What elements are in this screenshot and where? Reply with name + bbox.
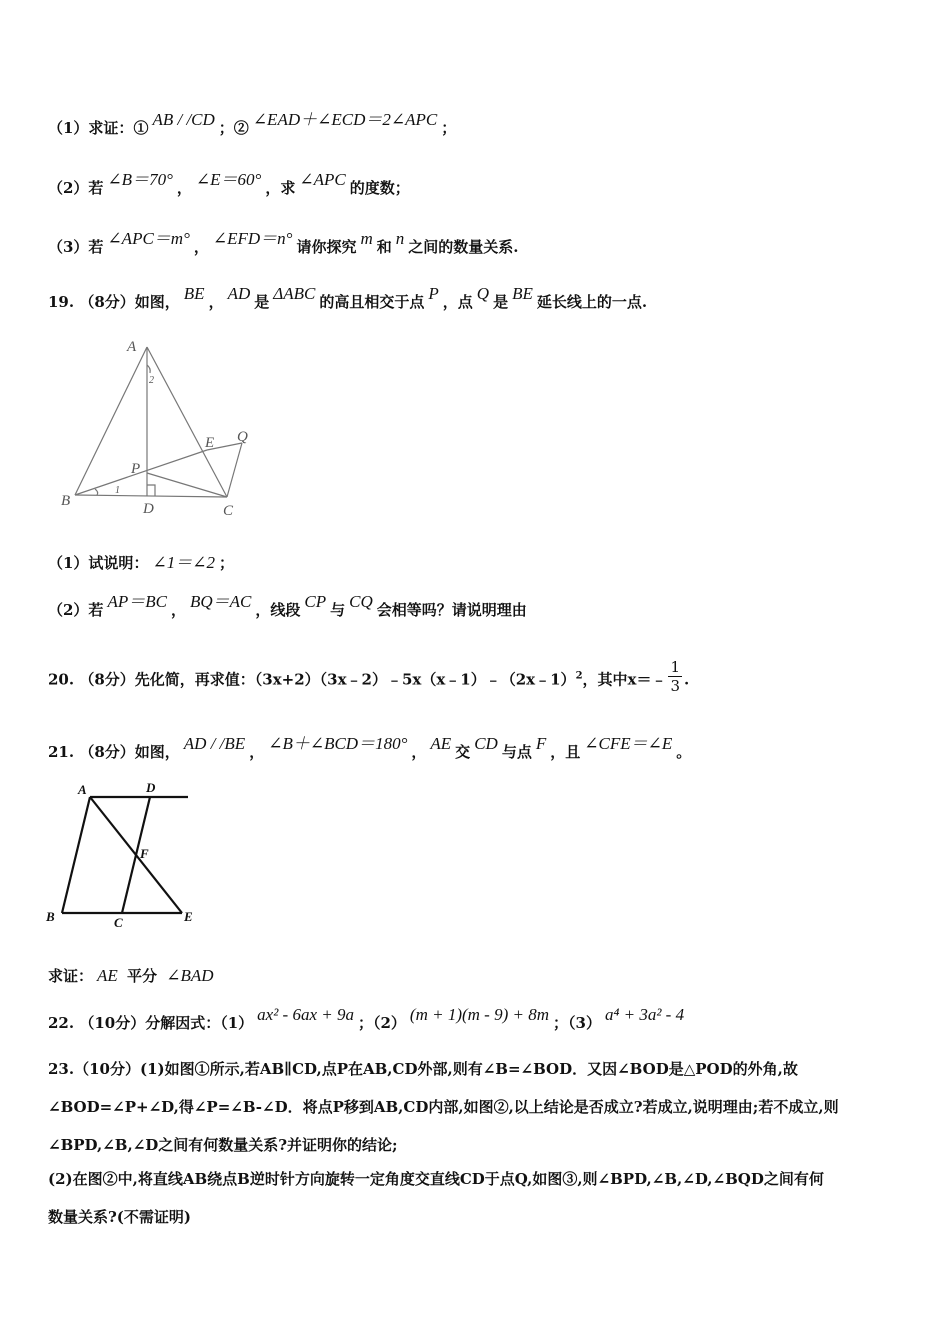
q23-line3: ∠BPD,∠B,∠D之间有何数量关系?并证明你的结论;	[48, 1136, 398, 1154]
segment-cq	[227, 443, 242, 497]
q21-prove: 求证： AE 平分 ∠BAD	[48, 966, 214, 985]
label-p: P	[131, 461, 141, 477]
q18-part2: （2）若 ∠B＝70° ， ∠E＝60° ，求 ∠APC 的度数；	[48, 170, 410, 197]
side-bc	[75, 495, 227, 497]
q18-part3: （3）若 ∠APC＝m° ， ∠EFD＝n° 请你探究 m 和 n 之间的数量关系.	[48, 229, 519, 256]
label-f: F	[140, 846, 149, 861]
q19-figure	[55, 335, 265, 520]
q23-line4: (2)在图②中,将直线AB绕点B逆时针方向旋转一定角度交直线CD于点Q,如图③,则∠BPD,∠B,∠D,∠BQD之间有何	[48, 1170, 824, 1188]
q20: 20. （8分）先化简，再求值：（3x+2）（3x﹣2）﹣5x（x﹣1）﹣（2x﹣1）$^2$，其中x＝﹣ $\frac{1}{3}$ .	[48, 658, 690, 695]
q23-line1: 23.（10分）(1)如图①所示,若AB∥CD,点P在AB,CD外部,则有∠B=∠BOD．又因∠BOD是△POD的外角,故	[48, 1060, 798, 1078]
label-d: D	[146, 780, 156, 795]
segment-pc	[147, 473, 227, 497]
label-d: D	[143, 501, 154, 517]
label-a: A	[127, 339, 137, 355]
segment-ab	[62, 797, 90, 913]
q19-part1: （1）试说明： ∠1＝∠2 ；	[48, 553, 234, 572]
label-angle1: 1	[115, 485, 120, 496]
label-c: C	[223, 503, 234, 519]
label-q: Q	[237, 429, 248, 445]
q18-part1: （1）求证：① AB / /CD ；② ∠EAD＋∠ECD＝2∠APC ；	[48, 110, 457, 137]
angle1-arc	[95, 489, 98, 495]
right-angle-d	[147, 485, 155, 496]
q21-stem: 21. （8分）如图， AD / /BE ， ∠B＋∠BCD＝180° ， AE 交 CD 与点 F ，且 ∠CFE＝∠E 。	[48, 734, 692, 761]
q23-line5: 数量关系?(不需证明)	[48, 1208, 191, 1226]
q22: 22. （10分）分解因式：（1） ax² - 6ax + 9a ；（2） (m + 1)(m - 9) + 8m ；（3） a⁴ + 3a² - 4	[48, 1005, 685, 1032]
label-e: E	[184, 909, 193, 924]
label-a: A	[78, 782, 87, 797]
altitude-be	[75, 450, 207, 495]
q19-part2: （2）若 AP＝BC ， BQ＝AC ，线段 CP 与 CQ 会相等吗？请说明理由	[48, 592, 527, 619]
q21-figure	[40, 778, 200, 930]
label-b: B	[61, 493, 71, 509]
side-ac	[147, 347, 227, 497]
label-angle2: 2	[149, 375, 154, 386]
q20-fraction: $\frac{1}{3}$	[670, 658, 681, 695]
label-b: B	[46, 909, 55, 924]
label-c: C	[114, 915, 123, 930]
label-e: E	[205, 435, 215, 451]
q23-line2: ∠BOD=∠P+∠D,得∠P=∠B-∠D．将点P移到AB,CD内部,如图②,以上结论是否成立?若成立,说明理由;若不成立,则	[48, 1098, 839, 1116]
q19-stem: 19. （8分）如图， BE ， AD 是 ΔABC 的高且相交于点 P ，点 Q 是 BE 延长线上的一点.	[48, 284, 648, 311]
